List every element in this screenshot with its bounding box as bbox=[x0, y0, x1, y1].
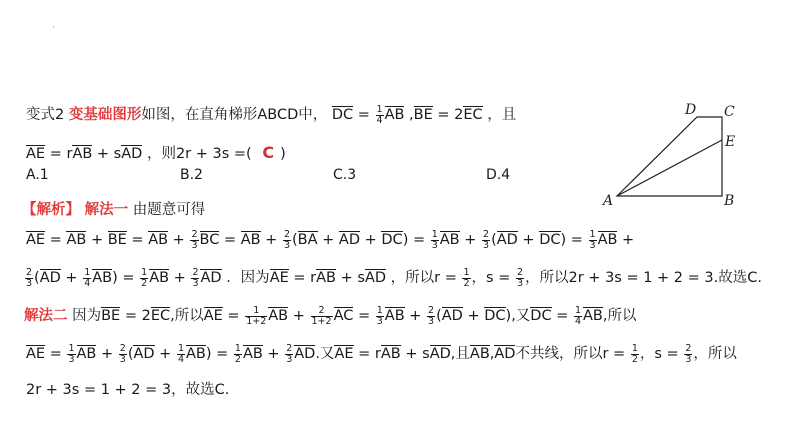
vec-AD: AD bbox=[121, 146, 143, 162]
label-a: A bbox=[603, 193, 614, 209]
sol-text-b: ，所以r = bbox=[390, 270, 457, 286]
m2-l2-text-2: ,且 bbox=[450, 346, 470, 362]
vec-BE: BE bbox=[413, 107, 433, 123]
sol-text-c: ，s = bbox=[471, 270, 511, 286]
question-comma-and: ，且 bbox=[487, 107, 517, 123]
m2-text-3: ,又 bbox=[511, 308, 531, 324]
vec-AE: AE bbox=[26, 146, 46, 162]
option-c: C.3 bbox=[333, 167, 357, 183]
m2-l2-text-5: ，所以 bbox=[693, 346, 737, 362]
solution-line-2: AE = AB + BE = AB + $\frac{2}{3}$ BC = AB + $\frac{2}{3}$ (BA + AD + DC) = $\frac{1}{3}$ AB + $\frac{2}{3}$ (AD + DC) = $\frac{1}{3}$ AB + bbox=[26, 229, 635, 251]
m2-text-2: ,所以 bbox=[170, 308, 204, 324]
label-d: D bbox=[685, 102, 697, 118]
final-line: 2r + 3s = 1 + 2 = 3，故选C. bbox=[26, 382, 230, 398]
label-c: C bbox=[724, 104, 735, 120]
question-ask: ，则2r + 3s =( bbox=[146, 146, 252, 162]
m2-l2-text-4: ，s = bbox=[639, 346, 679, 362]
solution-line-3: $\frac{2}{3}$ (AD + $\frac{1}{4}$ AB) = $\frac{1}{2}$ AB + $\frac{2}{3}$ AD ．因为AE = rAB + sAD ，所以r = $\frac{1}{2}$ ，s = $\frac{2}{3}$ ，所以2r + 3s = 1 + 2 = 3.故选C. bbox=[26, 267, 762, 289]
method-2-line-2: AE = $\frac{1}{3}$ AB + $\frac{2}{3}$ (AD + $\frac{1}{4}$ AB) = $\frac{1}{2}$ AB + $\frac{2}{3}$ AD.又AE = rAB + sAD,且AB,AD不共线，所以r = $\frac{1}{2}$ ，s = $\frac{2}{3}$ ，所以 bbox=[26, 343, 737, 365]
m2-text-1: 因为 bbox=[72, 308, 102, 324]
vec-AB: AB bbox=[384, 107, 405, 123]
method-2-label: 解法二 bbox=[24, 308, 68, 324]
frac-1-4: $\frac{1}{4}$ bbox=[376, 104, 383, 126]
question-text: 如图，在直角梯形ABCD中， bbox=[141, 107, 328, 123]
solution-tag: 【解析】 bbox=[22, 202, 80, 218]
vec-AB: AB bbox=[72, 146, 93, 162]
vec-EC: EC bbox=[463, 107, 483, 123]
sol-text-d: ，所以2r + 3s = 1 + 2 = 3.故选C. bbox=[525, 270, 762, 286]
m2-l2-text-3: 不共线，所以r = bbox=[515, 346, 626, 362]
corner-dot-marker: · bbox=[52, 23, 55, 33]
method-1-label: 解法一 bbox=[84, 202, 129, 218]
question-line-1: 变式2 变基础图形如图，在直角梯形ABCD中， DC = $\frac{1}{4}$ AB ,BE = 2EC ，且 bbox=[26, 104, 517, 126]
segment-ae bbox=[617, 140, 722, 196]
option-b: B.2 bbox=[180, 167, 203, 183]
method-2-line-1: 解法二 因为BE = 2EC,所以AE = $\frac{1}{1+2}$ AB + $\frac{2}{1+2}$ AC = $\frac{1}{3}$ AB + $\frac{2}{3}$ (AD + DC),又DC = $\frac{1}{4}$ AB,所以 bbox=[24, 305, 637, 327]
vec-DC: DC bbox=[331, 107, 354, 123]
trapezoid-abcd bbox=[617, 117, 722, 196]
option-d: D.4 bbox=[486, 167, 511, 183]
close-paren: ) bbox=[280, 146, 286, 162]
question-prefix: 变式2 bbox=[26, 107, 65, 123]
m2-text-4: ,所以 bbox=[602, 308, 637, 324]
option-a: A.1 bbox=[26, 167, 49, 183]
answer-letter: C bbox=[262, 143, 275, 162]
label-e: E bbox=[725, 134, 736, 150]
solution-intro: 由题意可得 bbox=[132, 202, 206, 218]
m2-l2-text-1: .又 bbox=[315, 346, 335, 362]
label-b: B bbox=[724, 193, 735, 209]
question-tag: 变基础图形 bbox=[68, 107, 142, 123]
question-line-2: AE = rAB + sAD ，则2r + 3s =( C ) bbox=[26, 143, 286, 162]
sol-text-a: ．因为 bbox=[226, 270, 270, 286]
